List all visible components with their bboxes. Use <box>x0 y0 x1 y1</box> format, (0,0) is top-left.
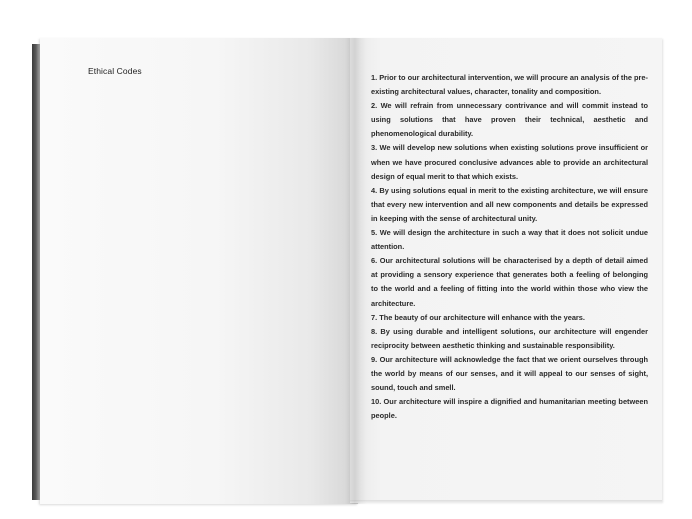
code-item: 6. Our architectural solutions will be characterised by a depth of detail aimed at providing a sensory experience that generates both a feeling of belonging to the world and a feeling of fitting into the world within those who view the architecture. <box>371 256 648 308</box>
ethical-codes-list <box>371 71 648 423</box>
code-item: 9. Our architecture will acknowledge the fact that we orient ourselves through the world by means of our senses, and it will appeal to our senses of sight, sound, touch and smell. <box>371 354 648 393</box>
code-item: 1. Prior to our architectural intervention, we will procure an analysis of the pre-existing architectural values, character, tonality and composition. <box>371 73 648 97</box>
page-title: Ethical Codes <box>88 66 142 76</box>
code-item: 8. By using durable and intelligent solutions, our architecture will engender reciprocity between aesthetic thinking and sustainable responsibility. <box>371 326 648 350</box>
code-item: 5. We will design the architecture in such a way that it does not solicit undue attention. <box>371 228 648 252</box>
book-gutter <box>345 38 367 504</box>
page-edge <box>350 500 662 503</box>
code-item: 4. By using solutions equal in merit to the existing architecture, we will ensure that every new intervention and all new components and details be expressed in keeping with the sense of architectural unity. <box>371 185 648 223</box>
code-item: 7. The beauty of our architecture will enhance with the years. <box>371 312 585 322</box>
code-item: 3. We will develop new solutions when existing solutions prove insufficient or when we have procured conclusive advances able to provide an architectural design of equal merit to that which exists. <box>371 143 648 181</box>
left-page <box>40 38 358 504</box>
code-item: 2. We will refrain from unnecessary contrivance and will commit instead to using solutions that have proven their technical, aesthetic and phenomenological durability. <box>371 101 648 139</box>
code-item: 10. Our architecture will inspire a dignified and humanitarian meeting between people. <box>371 397 648 421</box>
